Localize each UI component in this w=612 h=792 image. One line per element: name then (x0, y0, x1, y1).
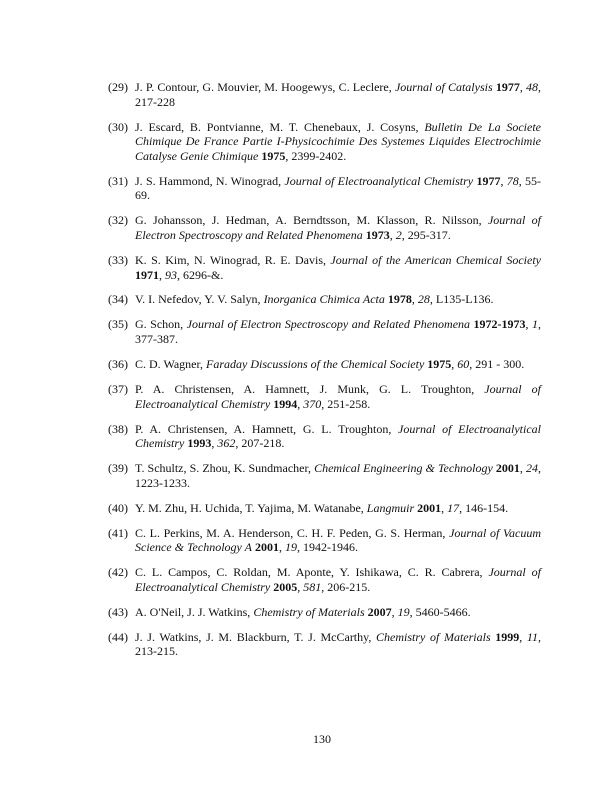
reference-journal: Chemistry of Materials (376, 629, 491, 644)
reference-authors: Y. M. Zhu, H. Uchida, T. Yajima, M. Watanabe, (135, 500, 364, 515)
reference-authors: J. Escard, B. Pontvianne, M. T. Chenebaux, J. Cosyns, (135, 119, 419, 134)
reference-year: 1999 (495, 629, 520, 644)
reference-number: (36) (108, 357, 128, 372)
reference-journal: Chemical Engineering & Technology (314, 461, 493, 476)
reference-pages: 1942-1946. (302, 540, 358, 555)
reference-journal: Langmuir (366, 500, 415, 515)
reference-year: 2007 (367, 604, 392, 619)
reference-volume: 362 (217, 436, 236, 451)
reference-year: 1971 (135, 267, 159, 282)
reference-pages: 213-215. (135, 644, 178, 659)
reference-item: (32) G. Johansson, J. Hedman, A. Berndtsson, M. Klasson, R. Nilsson, Journal of Electron Spectroscopy and Related Phenomena 1973, 2, 295-317. (108, 213, 542, 242)
reference-item: (36) C. D. Wagner, Faraday Discussions of the Chemical Society 1975, 60, 291 - 300. (108, 357, 525, 372)
reference-number: (40) (108, 500, 128, 515)
reference-item: (31) J. S. Hammond, N. Winograd, Journal of Electroanalytical Chemistry 1977, 78, 55-69. (108, 173, 542, 203)
reference-pages: 55-69. (135, 173, 542, 203)
reference-number: (30) (108, 119, 128, 134)
reference-pages: 6296-&. (183, 267, 224, 282)
reference-authors: G. Johansson, J. Hedman, A. Berndtsson, M. Klasson, R. Nilsson, (135, 213, 482, 228)
reference-number: (41) (108, 525, 128, 540)
reference-year: 2005 (273, 579, 298, 594)
reference-year: 1977 (495, 80, 520, 94)
reference-volume: 581 (303, 579, 322, 594)
reference-year: 1975 (261, 148, 286, 163)
page-number: 130 (313, 732, 331, 746)
reference-number: (44) (108, 629, 128, 644)
reference-number: (29) (108, 80, 128, 94)
reference-journal: Inorganica Chimica Acta (263, 292, 385, 307)
reference-item: (41) C. L. Perkins, M. A. Henderson, C. H. F. Peden, G. S. Herman, Journal of Vacuum Science & Technology A 2001, 19, 1942-1946. (108, 525, 542, 555)
reference-journal: Bulletin De La Societe Chimique De France Partie I-Physicochimie Des Systemes Liquides Electrochimie Catalyse Genie Chimique (135, 119, 541, 163)
reference-journal: Journal of Electron Spectroscopy and Related Phenomena (186, 317, 471, 332)
reference-number: (34) (108, 292, 128, 307)
reference-number: (35) (108, 317, 128, 332)
reference-authors: P. A. Christensen, A. Hamnett, G. L. Troughton, (135, 421, 392, 436)
reference-authors: C. L. Perkins, M. A. Henderson, C. H. F. Peden, G. S. Herman, (135, 525, 446, 540)
reference-year: 2001 (417, 500, 442, 515)
reference-authors: J. P. Contour, G. Mouvier, M. Hoogewys, C. Leclere, (135, 80, 392, 94)
reference-pages: 2399-2402. (291, 148, 347, 163)
reference-year: 1972-1973 (473, 317, 526, 332)
reference-volume: 2 (395, 227, 402, 242)
reference-authors: V. I. Nefedov, Y. V. Salyn, (135, 292, 261, 307)
reference-pages: 206-215. (327, 579, 371, 594)
reference-year: 1977 (476, 173, 501, 188)
reference-year: 2001 (495, 461, 520, 476)
reference-journal: Chemistry of Materials (253, 604, 365, 619)
reference-journal: Journal of Electroanalytical Chemistry (135, 565, 541, 594)
reference-number: (42) (108, 565, 128, 580)
reference-pages: 5460-5466. (415, 604, 471, 619)
reference-year: 1993 (187, 436, 212, 451)
reference-authors: J. J. Watkins, J. M. Blackburn, T. J. McCarthy, (135, 629, 372, 644)
reference-volume: 370 (303, 396, 322, 411)
reference-number: (31) (108, 173, 128, 188)
reference-volume: 19 (397, 604, 410, 619)
reference-authors: P. A. Christensen, A. Hamnett, J. Munk, G. L. Troughton, (135, 382, 475, 397)
reference-volume: 28 (417, 292, 430, 307)
reference-pages: 1223-1233. (135, 475, 190, 490)
reference-authors: K. S. Kim, N. Winograd, R. E. Davis, (135, 252, 326, 267)
reference-volume: 60 (457, 357, 470, 372)
reference-item: (40) Y. M. Zhu, H. Uchida, T. Yajima, M. Watanabe, Langmuir 2001, 17, 146-154. (108, 500, 509, 515)
reference-journal: Journal of Electroanalytical Chemistry (284, 173, 474, 188)
reference-authors: C. D. Wagner, (135, 357, 203, 372)
reference-volume: 78 (506, 173, 519, 188)
reference-authors: J. S. Hammond, N. Winograd, (135, 173, 282, 188)
reference-item: (42) C. L. Campos, C. Roldan, M. Aponte, Y. Ishikawa, C. R. Cabrera, Journal of Electroanalytical Chemistry 2005, 581, 206-215. (108, 565, 541, 594)
reference-item: (44) J. J. Watkins, J. M. Blackburn, T. J. McCarthy, Chemistry of Materials 1999, 11, 213-215. (108, 629, 542, 659)
reference-year: 1978 (387, 292, 412, 307)
reference-authors: A. O'Neil, J. J. Watkins, (135, 604, 251, 619)
reference-pages: 251-258. (327, 396, 371, 411)
reference-pages: L135-L136. (435, 292, 494, 307)
reference-pages: 146-154. (465, 500, 509, 515)
reference-journal: Journal of Electroanalytical Chemistry (135, 382, 541, 411)
reference-number: (39) (108, 461, 128, 476)
reference-item: (34) V. I. Nefedov, Y. V. Salyn, Inorganica Chimica Acta 1978, 28, L135-L136. (108, 292, 494, 307)
reference-volume: 24 (526, 461, 538, 476)
reference-pages: 295-317. (407, 227, 451, 242)
reference-year: 1973 (365, 227, 390, 242)
reference-volume: 19 (284, 540, 297, 555)
reference-number: (43) (108, 604, 128, 619)
reference-volume: 17 (447, 500, 460, 515)
reference-item: (38) P. A. Christensen, A. Hamnett, G. L. Troughton, Journal of Electroanalytical Chemistry 1993, 362, 207-218. (108, 421, 541, 451)
reference-number: (38) (108, 421, 128, 436)
reference-journal: Journal of the American Chemical Society (330, 252, 541, 267)
reference-authors: T. Schultz, S. Zhou, K. Sundmacher, (135, 461, 311, 476)
reference-journal: Journal of Catalysis (394, 80, 493, 94)
reference-authors: G. Schon, (135, 317, 184, 332)
reference-year: 2001 (254, 540, 279, 555)
reference-journal: Journal of Electroanalytical Chemistry (135, 421, 541, 451)
reference-item: (35) G. Schon, Journal of Electron Spectroscopy and Related Phenomena 1972-1973, 1, 377-387. (108, 317, 542, 347)
reference-item: (29) J. P. Contour, G. Mouvier, M. Hoogewys, C. Leclere, Journal of Catalysis 1977, 48, 217-228 (108, 80, 542, 109)
reference-journal: Faraday Discussions of the Chemical Society (206, 357, 425, 372)
reference-number: (32) (108, 213, 128, 228)
reference-year: 1975 (427, 357, 452, 372)
reference-item: (33) K. S. Kim, N. Winograd, R. E. Davis, Journal of the American Chemical Society 1971, 93, 6296-&. (108, 252, 541, 282)
reference-item: (39) T. Schultz, S. Zhou, K. Sundmacher, Chemical Engineering & Technology 2001, 24, 1223-1233. (108, 461, 541, 490)
reference-volume: 93 (165, 267, 177, 282)
reference-volume: 48 (526, 80, 539, 94)
reference-pages: 207-218. (241, 436, 285, 451)
reference-item: (37) P. A. Christensen, A. Hamnett, J. Munk, G. L. Troughton, Journal of Electroanalytical Chemistry 1994, 370, 251-258. (108, 382, 541, 411)
reference-year: 1994 (273, 396, 298, 411)
reference-number: (33) (108, 252, 128, 267)
reference-journal: Journal of Vacuum Science & Technology A (135, 525, 542, 555)
reference-list (108, 80, 541, 669)
reference-item: (43) A. O'Neil, J. J. Watkins, Chemistry of Materials 2007, 19, 5460-5466. (108, 604, 471, 619)
reference-volume: 11 (526, 629, 539, 644)
reference-item: (30) J. Escard, B. Pontvianne, M. T. Chenebaux, J. Cosyns, Bulletin De La Societe Chimique De France Partie I-Physicochimie Des Systemes Liquides Electrochimie Catalyse Genie Chimique 1975, 2399-2402. (108, 119, 541, 163)
reference-authors: C. L. Campos, C. Roldan, M. Aponte, Y. Ishikawa, C. R. Cabrera, (135, 565, 483, 580)
reference-journal: Journal of Electron Spectroscopy and Related Phenomena (135, 213, 542, 242)
reference-number: (37) (108, 382, 128, 397)
reference-volume: 1 (532, 317, 539, 332)
reference-pages: 377-387. (135, 332, 178, 347)
reference-pages: 291 - 300. (475, 357, 525, 372)
reference-pages: 217-228 (135, 94, 175, 109)
